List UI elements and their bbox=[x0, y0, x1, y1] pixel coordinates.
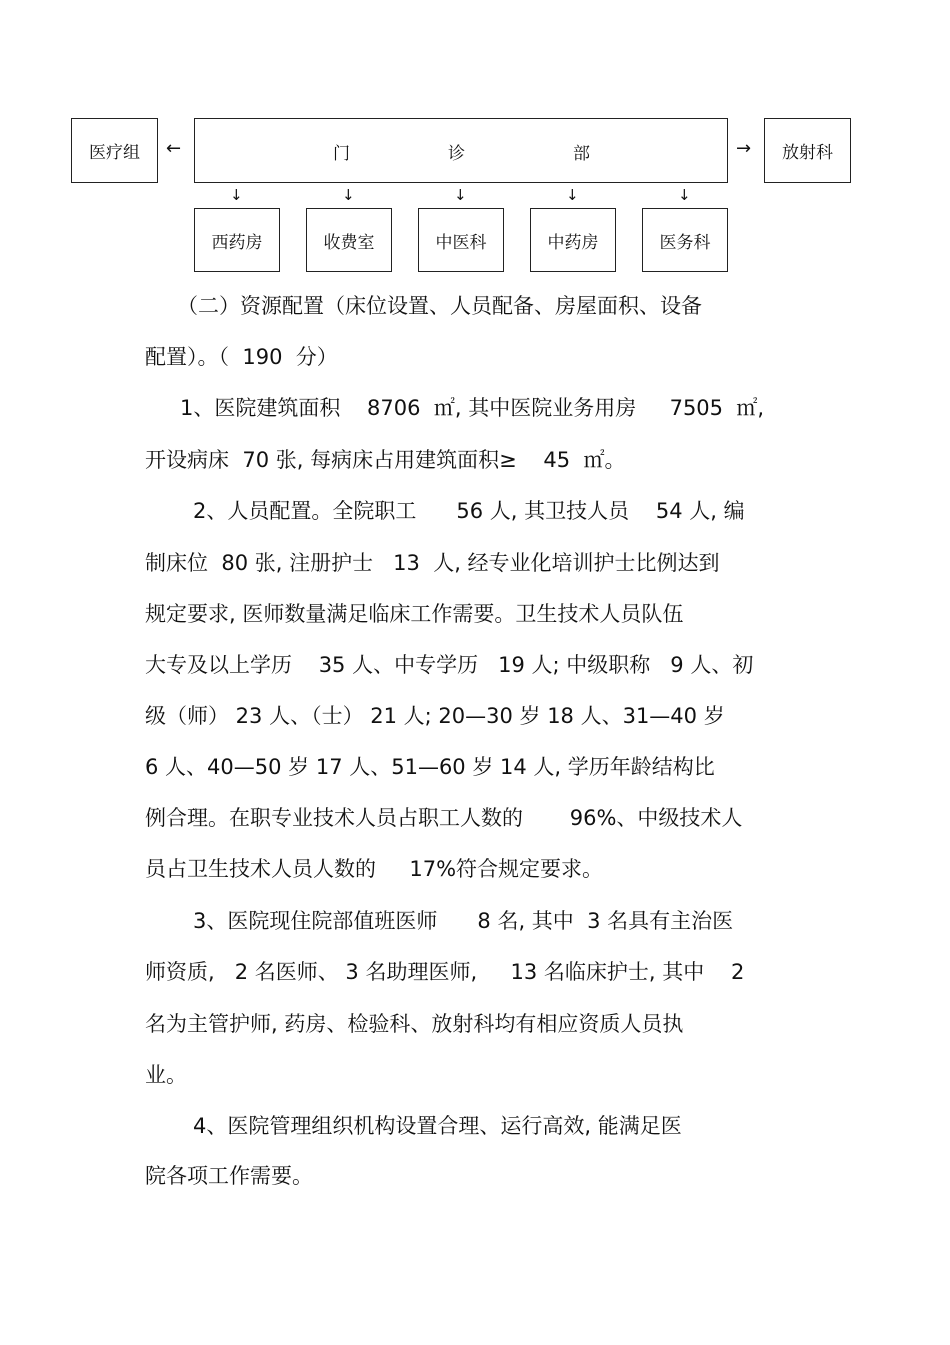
outpatient-char-1: 门 bbox=[333, 144, 350, 164]
outpatient-char-2: 诊 bbox=[448, 144, 465, 164]
box-tcm-pharmacy bbox=[530, 208, 616, 272]
text-line: 大专及以上学历 35 人、中专学历 19 人; 中级职称 9 人、初 bbox=[145, 653, 754, 677]
down-arrow-icon: ↓ bbox=[566, 186, 579, 204]
text-line: 级（师） 23 人、（士） 21 人; 20—30 岁 18 人、31—40 岁 bbox=[145, 704, 725, 728]
section-heading: （二）资源配置（床位设置、人员配备、房屋面积、设备 bbox=[177, 294, 702, 318]
text-line: 业。 bbox=[145, 1063, 187, 1087]
text-line: 6 人、40—50 岁 17 人、51—60 岁 14 人, 学历年龄结构比 bbox=[145, 755, 715, 779]
text-line: 4、医院管理组织机构设置合理、运行高效, 能满足医 bbox=[193, 1114, 682, 1138]
text-line: 1、医院建筑面积 8706 ㎡, 其中医院业务用房 7505 ㎡, bbox=[180, 396, 765, 420]
box-medical-affairs bbox=[642, 208, 728, 272]
box-tcm-department bbox=[418, 208, 504, 272]
box-radiology-label: 放射科 bbox=[782, 143, 833, 163]
text-line: 员占卫生技术人员人数的 17%符合规定要求。 bbox=[145, 857, 604, 881]
right-arrow-icon: → bbox=[736, 138, 752, 159]
text-line: 开设病床 70 张, 每病床占用建筑面积≥ 45 ㎡。 bbox=[145, 448, 626, 472]
child-label: 收费室 bbox=[323, 232, 375, 253]
box-medical-team-label: 医疗组 bbox=[89, 143, 140, 163]
outpatient-char-3: 部 bbox=[573, 144, 590, 164]
text-line: 2、人员配置。全院职工 56 人, 其卫技人员 54 人, 编 bbox=[193, 499, 745, 523]
box-medical-team bbox=[71, 118, 158, 183]
down-arrow-icon: ↓ bbox=[342, 186, 355, 204]
down-arrow-icon: ↓ bbox=[678, 186, 691, 204]
child-label: 医务科 bbox=[659, 232, 711, 253]
text-line: 例合理。在职专业技术人员占职工人数的 96%、中级技术人 bbox=[145, 806, 743, 830]
child-label: 中药房 bbox=[547, 232, 599, 253]
down-arrow-icon: ↓ bbox=[454, 186, 467, 204]
text-line: 师资质, 2 名医师、 3 名助理医师, 13 名临床护士, 其中 2 bbox=[145, 960, 745, 984]
text-line: 名为主管护师, 药房、检验科、放射科均有相应资质人员执 bbox=[145, 1012, 684, 1036]
text-line: 规定要求, 医师数量满足临床工作需要。卫生技术人员队伍 bbox=[145, 602, 684, 626]
text-line: 制床位 80 张, 注册护士 13 人, 经专业化培训护士比例达到 bbox=[145, 551, 720, 575]
text-line: 3、医院现住院部值班医师 8 名, 其中 3 名具有主治医 bbox=[193, 909, 734, 933]
child-label: 中医科 bbox=[435, 232, 487, 253]
child-label: 西药房 bbox=[211, 232, 263, 253]
left-arrow-icon: ← bbox=[166, 138, 182, 159]
box-cashier bbox=[306, 208, 392, 272]
box-radiology bbox=[764, 118, 851, 183]
text-line: 院各项工作需要。 bbox=[145, 1164, 313, 1188]
text-line: 配置）。（ 190 分） bbox=[145, 345, 338, 369]
down-arrow-icon: ↓ bbox=[230, 186, 243, 204]
box-western-pharmacy bbox=[194, 208, 280, 272]
